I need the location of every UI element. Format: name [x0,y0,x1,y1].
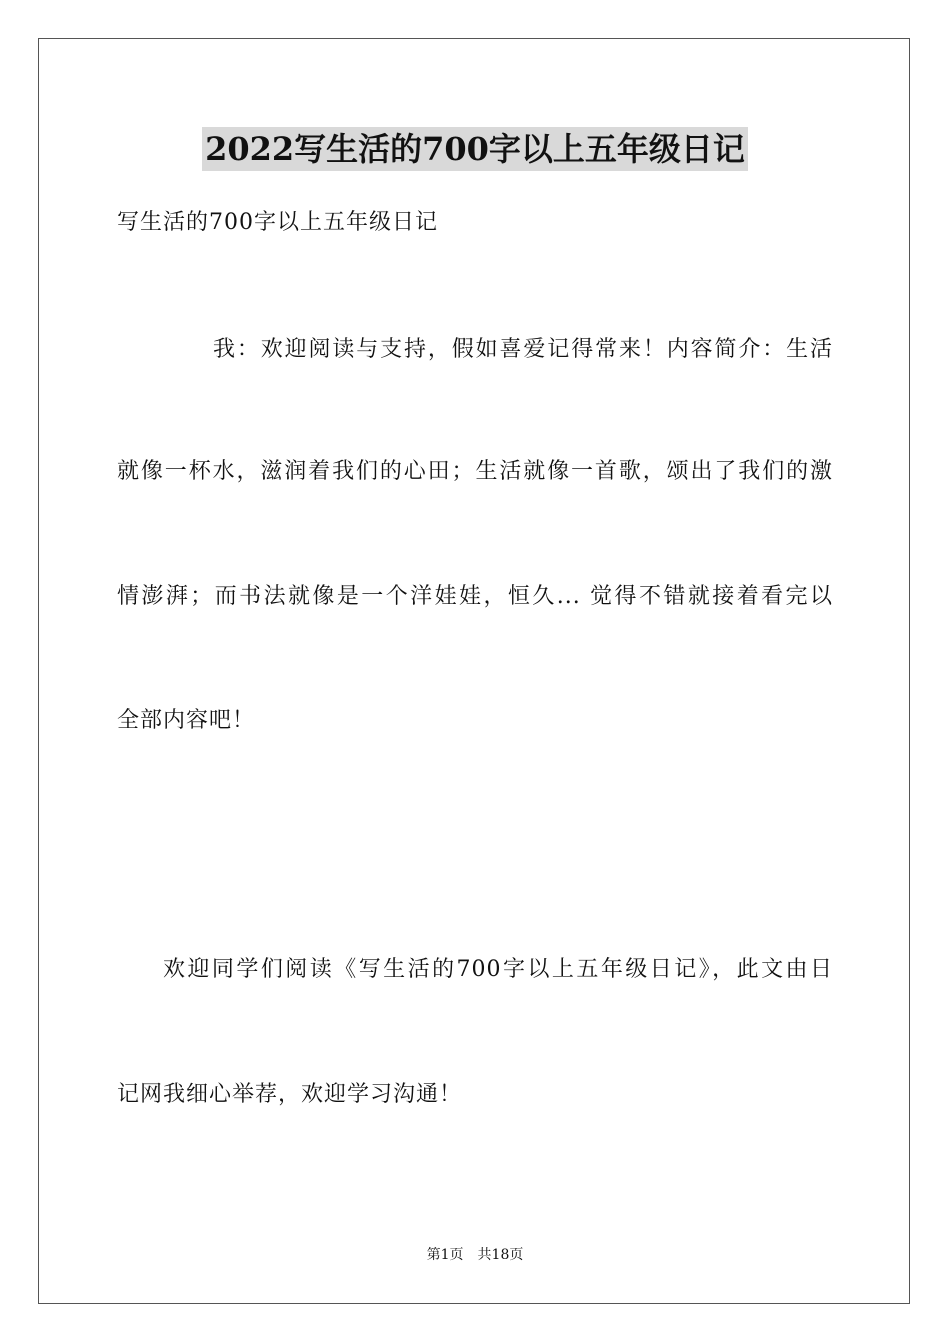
paragraph-1-line-4: 全部内容吧！ [117,708,256,733]
paragraph-2-line-1: 欢迎同学们阅读《写生活的700字以上五年级日记》，此文由日 [163,957,833,982]
document-subtitle: 写生活的700字以上五年级日记 [117,210,438,235]
paragraph-2-line-2: 记网我细心举荐，欢迎学习沟通！ [117,1082,463,1107]
document-title: 2022写生活的700字以上五年级日记 [202,127,748,171]
paragraph-1-line-3: 情澎湃；而书法就像是一个洋娃娃，恒久... 觉得不错就接着看完以 [117,584,833,609]
page-footer [0,1245,950,1265]
title-container [0,127,950,171]
paragraph-1-line-1: 我：欢迎阅读与支持，假如喜爱记得常来！内容简介：生活 [213,337,833,362]
page-number-total: 共18页 [477,1247,524,1263]
paragraph-1-line-2: 就像一杯水，滋润着我们的心田；生活就像一首歌，颂出了我们的激 [117,459,833,484]
page-number-current: 第1页 [426,1247,464,1263]
